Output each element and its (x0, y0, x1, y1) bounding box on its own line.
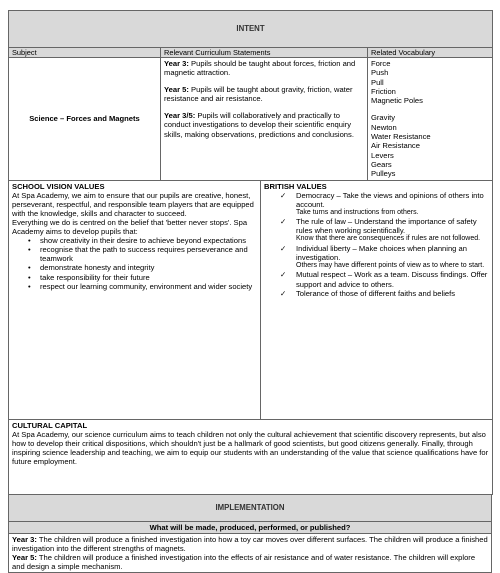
implementation-year5: Year 5: The children will produce a finished investigation into the effects of air resistance and of water resistance. The children will explore and design a simple mechanism. (12, 552, 476, 571)
school-vision-title: SCHOOL VISION VALUES (12, 181, 105, 191)
british-values-list (264, 191, 489, 298)
subject-header: Subject (9, 48, 161, 58)
vocab-item: Gears (371, 159, 392, 169)
tick-icon: ✓ (280, 243, 287, 253)
implementation-table (8, 494, 492, 573)
tick-icon: ✓ (280, 270, 287, 280)
school-vision-para1: At Spa Academy, we aim to ensure that our pupils are creative, honest, perseverant, respectful, and responsible team players that are equipped with the knowledge, skills and character to succeed. (12, 190, 254, 218)
list-item: ✓ Democracy – Take the views and opinions of others into account. Take turns and instructions from others. (280, 190, 484, 216)
list-item: • recognise that the path to success requires perseverance and teamwork (12, 245, 257, 263)
school-vision-values (9, 180, 261, 419)
cultural-capital-text: At Spa Academy, our science curriculum aims to teach children not only the cultural achievement that scientific discovery represents, but also how to develop their critical dispositions, which shouldn't just be a hallmark of good scientists, but good citizens generally. Finally, through inspiring science leadership and teaching, we aim to equip our students with an understanding of the value that science qualifications have for future employment. (12, 429, 489, 466)
list-item: • take responsibility for their future (12, 273, 257, 282)
list-item: ✓ Tolerance of those of different faiths and beliefs (280, 288, 456, 298)
cultural-capital (9, 419, 493, 494)
implementation-year3: Year 3: The children will produce a finished investigation into how a toy car moves over different surfaces. The children will produce a finished investigation into the different strengths of magnets. (12, 534, 488, 553)
statement-year3-5: Year 3/5: Pupils will collaboratively and practically to conduct investigations to develop their scientific enquiry skills, making observations, predictions and conclusions. (164, 111, 354, 139)
list-item: • respect our learning community, environment and wider society (12, 282, 257, 291)
vocab-item: Force (371, 59, 391, 68)
list-item: • show creativity in their desire to achieve beyond expectations (12, 236, 257, 245)
vocab-item: Air Resistance (371, 141, 420, 151)
list-item: ✓ Individual liberty – Make choices when planning an investigation. Others may have different points of view as to where to start. (280, 243, 485, 270)
vocab-item: Magnetic Poles (371, 96, 423, 106)
vocabulary-list (368, 58, 493, 181)
subject-cell: Science – Forces and Magnets (9, 58, 161, 181)
cultural-capital-title: CULTURAL CAPITAL (12, 420, 88, 430)
vocab-item: Pulleys (371, 169, 396, 179)
tick-icon: ✓ (280, 217, 287, 227)
list-item: ✓ Mutual respect – Work as a team. Discuss findings. Offer support and advice to others. (280, 270, 488, 289)
vocab-item: Gravity (371, 113, 396, 123)
vocab-item: Friction (371, 86, 396, 96)
values-table (8, 180, 493, 495)
curriculum-document (8, 0, 492, 573)
list-item: ✓ The rule of law – Understand the importance of safety rules when working scientifically. Know that there are consequences if rules are not followed. (280, 217, 481, 243)
tick-icon: ✓ (280, 190, 287, 200)
school-vision-para2: Everything we do is centred on the belief that 'better never stops'. Spa Academy aims to develop pupils that: (12, 217, 248, 237)
intent-banner: INTENT (9, 11, 493, 48)
vision-bullet-list (12, 236, 257, 291)
vocab-item: Pull (371, 77, 384, 87)
intent-table (8, 10, 493, 181)
vocabulary-header: Related Vocabulary (368, 48, 493, 58)
implementation-question: What will be made, produced, performed, or published? (9, 521, 492, 533)
vocab-item: Water Resistance (371, 132, 431, 142)
vocab-item: Push (371, 68, 389, 78)
british-values (261, 180, 493, 419)
vocab-item: Newton (371, 122, 397, 132)
curriculum-statements (161, 58, 368, 181)
implementation-banner: IMPLEMENTATION (9, 494, 492, 521)
vocab-item: Levers (371, 150, 394, 160)
statements-header: Relevant Curriculum Statements (161, 48, 368, 58)
tick-icon: ✓ (280, 288, 287, 298)
statement-year5: Year 5: Pupils will be taught about gravity, friction, water resistance and air resistance. (164, 85, 353, 104)
statement-year3: Year 3: Pupils should be taught about forces, friction and magnetic attraction. (164, 59, 356, 78)
implementation-entries (9, 533, 492, 572)
list-item: • demonstrate honesty and integrity (12, 263, 257, 272)
british-values-title: BRITISH VALUES (264, 181, 327, 191)
